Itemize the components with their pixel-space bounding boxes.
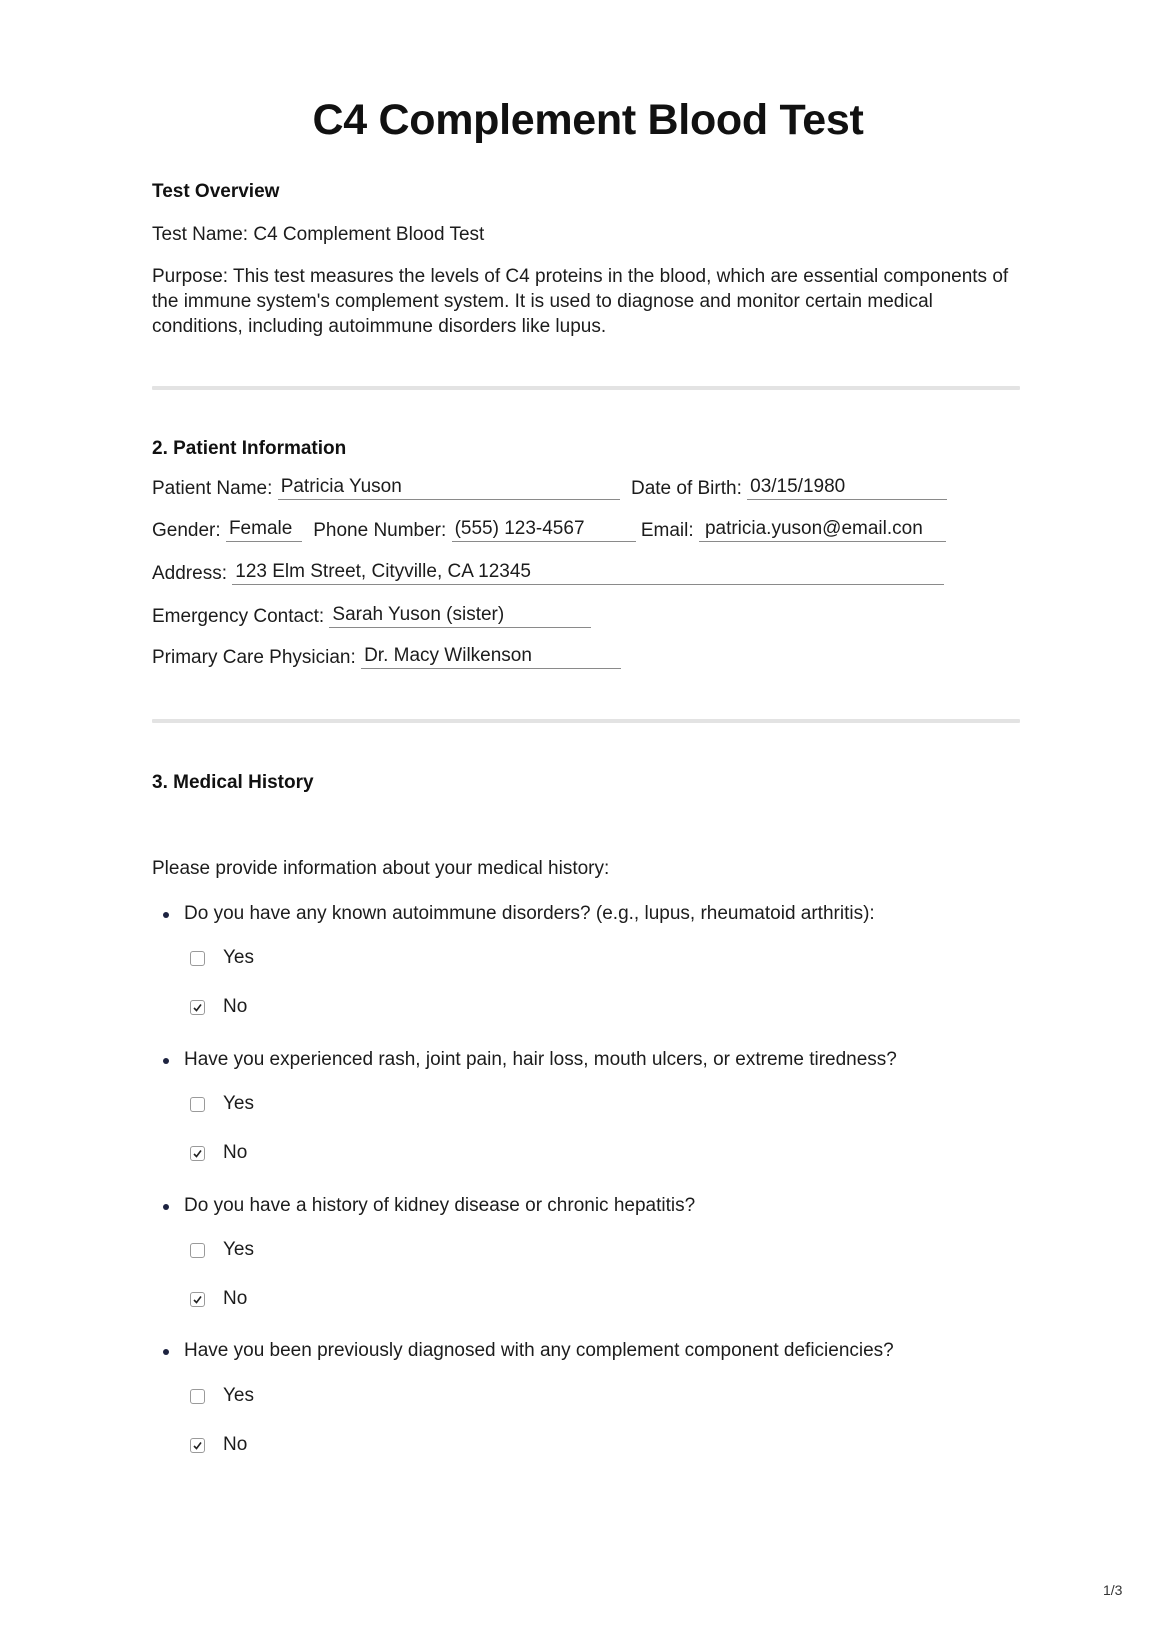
dob-label: Date of Birth: [630,478,742,499]
email-field[interactable]: patricia.yuson@email.con [699,518,946,542]
question-text: Do you have a history of kidney disease or chronic hepatitis? [184,1195,696,1216]
section-heading-test-overview: Test Overview [152,181,280,202]
bullet-icon [163,1204,169,1210]
question-text: Have you been previously diagnosed with any complement component deficiencies? [184,1340,894,1361]
medical-history-intro: Please provide information about your medical history: [152,858,610,879]
option-label: Yes [223,947,254,968]
bullet-icon [163,912,169,918]
checkmark-icon[interactable] [190,1000,205,1015]
option-label: Yes [223,1093,254,1114]
patient-name-label: Patient Name: [152,478,273,499]
option-label: No [223,1434,248,1455]
gender-label: Gender: [152,520,221,541]
patient-row-2 [152,518,946,544]
phone-field[interactable]: (555) 123-4567 [452,518,636,542]
option-label: No [223,1288,248,1309]
option-label: Yes [223,1385,254,1406]
patient-row-5 [152,645,621,671]
section-divider [152,386,1020,390]
empty-checkbox-icon[interactable] [190,951,205,966]
section-heading-patient-info: 2. Patient Information [152,438,347,459]
emergency-contact-field[interactable]: Sarah Yuson (sister) [329,604,591,628]
bullet-icon [163,1058,169,1064]
purpose-text: Purpose: This test measures the levels of C4 proteins in the blood, which are essential components of the immune system's complement system. It is used to diagnose and monitor certain medical conditions, including autoimmune disorders like lupus. [152,266,1009,337]
patient-name-field[interactable]: Patricia Yuson [278,476,620,500]
phone-label: Phone Number: [313,520,447,541]
patient-row-1 [152,476,947,502]
option-label: No [223,1142,248,1163]
physician-field[interactable]: Dr. Macy Wilkenson [361,645,621,669]
address-label: Address: [152,563,227,584]
empty-checkbox-icon[interactable] [190,1097,205,1112]
physician-label: Primary Care Physician: [152,647,356,668]
empty-checkbox-icon[interactable] [190,1389,205,1404]
document-title: C4 Complement Blood Test [312,96,864,144]
checkmark-icon[interactable] [190,1146,205,1161]
page-number: 1/3 [1103,1582,1123,1598]
test-name-text: Test Name: C4 Complement Blood Test [152,224,485,245]
email-label: Email: [640,520,694,541]
option-label: No [223,996,248,1017]
section-divider [152,719,1020,723]
patient-row-4 [152,604,591,630]
checkmark-icon[interactable] [190,1438,205,1453]
checkmark-icon[interactable] [190,1292,205,1307]
question-text: Have you experienced rash, joint pain, hair loss, mouth ulcers, or extreme tiredness? [184,1049,897,1070]
emergency-contact-label: Emergency Contact: [152,606,325,627]
dob-field[interactable]: 03/15/1980 [747,476,947,500]
address-field[interactable]: 123 Elm Street, Cityville, CA 12345 [232,561,944,585]
option-label: Yes [223,1239,254,1260]
bullet-icon [163,1349,169,1355]
question-text: Do you have any known autoimmune disorders? (e.g., lupus, rheumatoid arthritis): [184,903,875,924]
section-heading-medical-history: 3. Medical History [152,772,314,793]
patient-row-3 [152,561,944,587]
empty-checkbox-icon[interactable] [190,1243,205,1258]
gender-field[interactable]: Female [226,518,302,542]
